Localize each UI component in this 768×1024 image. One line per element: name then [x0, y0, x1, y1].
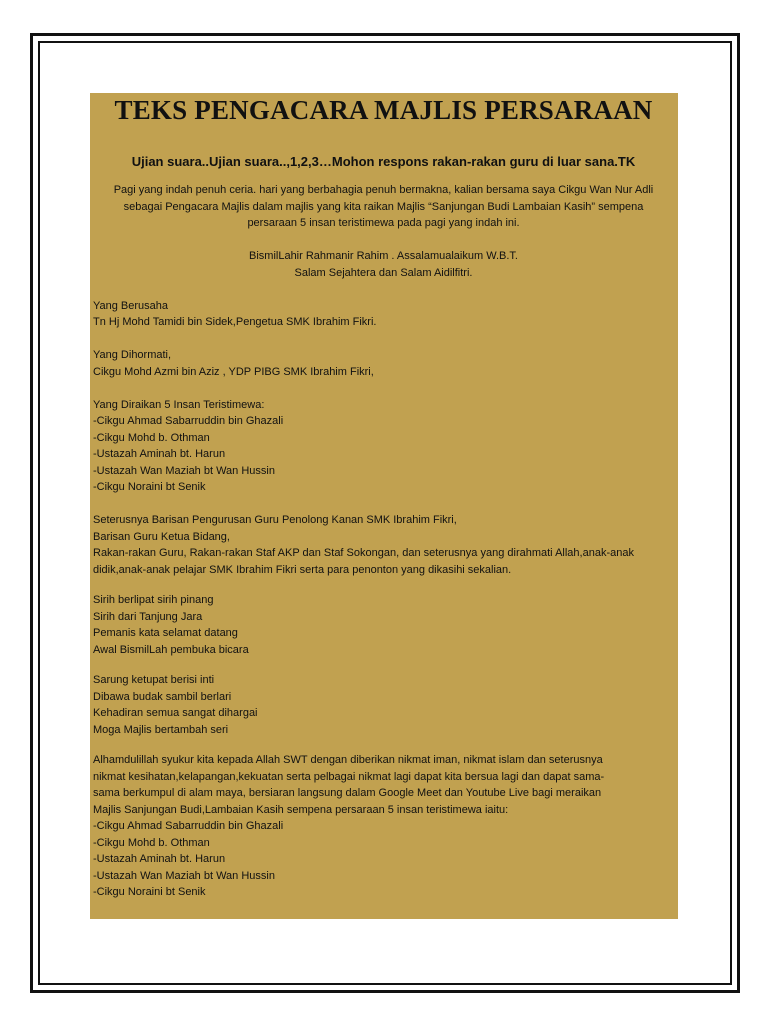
text-line: sama berkumpul di alam maya, bersiaran langsung dalam Google Meet dan Youtube Live bagi meraikan — [93, 787, 602, 800]
text-line: nikmat kesihatan,kelapangan,kekuatan serta pelbagai nikmat lagi dapat kita bersua lagi dan dapat sama- — [93, 770, 605, 783]
text-line: Awal BismilLah pembuka bicara — [93, 643, 249, 656]
text-line: Tn Hj Mohd Tamidi bin Sidek,Pengetua SMK Ibrahim Fikri. — [93, 316, 377, 329]
text-line: Yang Dihormati, — [93, 349, 172, 362]
document-title: TEKS PENGACARA MAJLIS PERSARAAN — [114, 95, 653, 125]
seterusnya-section — [93, 512, 674, 578]
list-item: -Cikgu Noraini bt Senik — [93, 481, 206, 494]
text-line: Kehadiran semua sangat dihargai — [93, 707, 258, 720]
diraikan-section — [93, 397, 674, 496]
text-line: persaraan 5 insan teristimewa pada pagi yang indah ini. — [247, 217, 520, 230]
text-line: Yang Diraikan 5 Insan Teristimewa: — [93, 398, 265, 411]
document-page — [90, 93, 678, 919]
text-line: Cikgu Mohd Azmi bin Aziz , YDP PIBG SMK Ibrahim Fikri, — [93, 365, 374, 378]
list-item: -Cikgu Noraini bt Senik — [93, 886, 206, 899]
list-item: -Ustazah Aminah bt. Harun — [93, 448, 226, 461]
list-item: -Cikgu Ahmad Sabarruddin bin Ghazali — [93, 820, 284, 833]
text-line: didik,anak-anak pelajar SMK Ibrahim Fikri serta para penonton yang dikasihi sekalian. — [93, 563, 512, 576]
text-line: BismilLahir Rahmanir Rahim . Assalamualaikum W.B.T. — [249, 250, 518, 263]
text-line: Barisan Guru Ketua Bidang, — [93, 530, 230, 543]
list-item: -Ustazah Wan Maziah bt Wan Hussin — [93, 464, 275, 477]
text-line: Moga Majlis bertambah seri — [93, 723, 229, 736]
list-item: -Ustazah Wan Maziah bt Wan Hussin — [93, 869, 275, 882]
list-item: -Ustazah Aminah bt. Harun — [93, 853, 226, 866]
text-line: sebagai Pengacara Majlis dalam majlis yang kita raikan Majlis “Sanjungan Budi Lambaian Kasih” sempena — [123, 200, 644, 213]
text-line: Sirih berlipat sirih pinang — [93, 594, 214, 607]
intro-paragraph — [93, 182, 674, 232]
alhamdulillah-section — [93, 752, 674, 901]
greeting-paragraph — [93, 248, 674, 281]
text-line: Pagi yang indah penuh ceria. hari yang berbahagia penuh bermakna, kalian bersama saya Cikgu Wan Nur Adli — [113, 184, 654, 197]
text-line: Sirih dari Tanjung Jara — [93, 610, 203, 623]
list-item: -Cikgu Ahmad Sabarruddin bin Ghazali — [93, 415, 284, 428]
berusaha-section — [93, 298, 674, 331]
text-line: Majlis Sanjungan Budi,Lambaian Kasih sempena persaraan 5 insan teristimewa iaitu: — [93, 803, 509, 816]
text-line: Rakan-rakan Guru, Rakan-rakan Staf AKP dan Staf Sokongan, dan seterusnya yang dirahmati Allah,anak-anak — [93, 547, 634, 560]
text-line: Sarung ketupat berisi inti — [93, 674, 215, 687]
list-item: -Cikgu Mohd b. Othman — [93, 431, 210, 444]
pantun-1 — [93, 592, 674, 658]
text-line: Salam Sejahtera dan Salam Aidilfitri. — [294, 266, 473, 279]
text-line: Pemanis kata selamat datang — [93, 627, 238, 640]
document-subtitle: Ujian suara..Ujian suara..,1,2,3…Mohon respons rakan-rakan guru di luar sana.TK — [131, 154, 636, 170]
dihormati-section — [93, 347, 674, 380]
pantun-2 — [93, 672, 674, 738]
text-line: Yang Berusaha — [93, 299, 169, 312]
text-line: Seterusnya Barisan Pengurusan Guru Penolong Kanan SMK Ibrahim Fikri, — [93, 514, 457, 527]
list-item: -Cikgu Mohd b. Othman — [93, 836, 210, 849]
text-line: Alhamdulillah syukur kita kepada Allah SWT dengan diberikan nikmat iman, nikmat islam dan seterusnya — [93, 754, 603, 767]
text-line: Dibawa budak sambil berlari — [93, 690, 232, 703]
